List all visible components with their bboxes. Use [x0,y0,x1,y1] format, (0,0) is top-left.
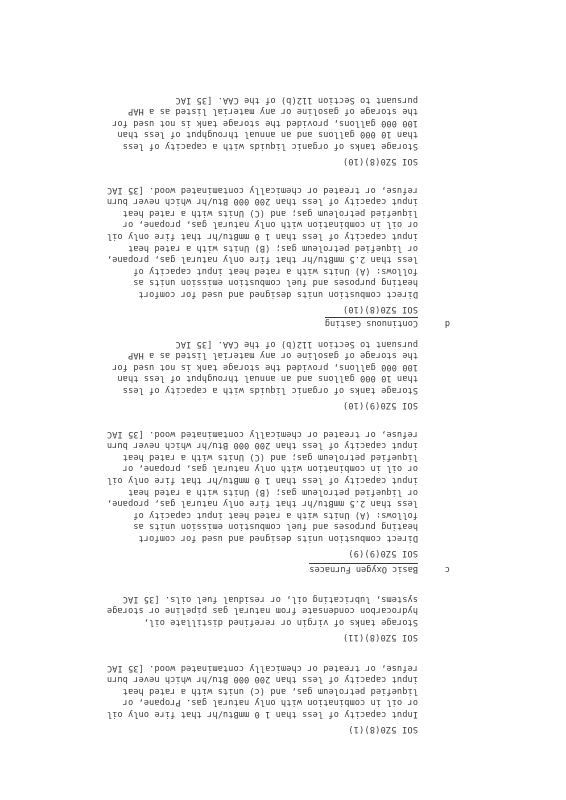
subsection-paragraph [106,183,418,299]
paragraph-line: input capacity of less than 200 000 Btu/hr which never burn [106,440,418,451]
paragraph-line: Storage tanks of organic liquids with a capacity of less [122,141,418,151]
paragraph-line: Storage tanks of virgin or rerefined distillate oil, [143,617,418,627]
subsection-paragraph [112,93,418,151]
paragraph-line: 100 000 gallons, provided the storage tank is not used for [112,117,418,128]
heading-text: Continuous Casting [324,318,418,328]
paragraph-line: than 10 000 gallons and an annual throughput of less than [117,373,418,384]
heading-text: Basic Oxygen Furnaces [309,564,418,574]
paragraph-line: follows: (A) Units with a rated heat input capacity of [133,509,418,520]
paragraph-line: input capacity of less than 1 0 mmBtu/hr that fire only oil [106,475,418,486]
paragraph-line: 100 000 gallons, provided the storage tank is not used for [112,361,418,372]
paragraph-line: Direct combustion units designed and used for comfort [138,289,418,299]
subsection-citation: SOI 5Z0(9)(9) [348,548,418,558]
paragraph-line: systems, lubricating oil, or residual fuel oils. [35 IAC [122,593,418,604]
paragraph-line: or oil in combination with only natural gas, propane, or [122,219,418,230]
subsection-paragraph [106,427,418,543]
subsection-4 [112,337,418,410]
heading-number: d [444,318,450,328]
paragraph-line: or liquefied petroleum gas; (B) Units with a rated heat [127,242,418,253]
paragraph-line: input capacity of less than 1 0 mmBtu/hr that fire only oil [106,231,418,242]
paragraph-line: liquefied petroleum gas; and (C) Units with a rated heat [122,207,418,218]
paragraph-line: or oil in combination with only natural gas. Propane, or [122,697,418,708]
paragraph-line: the storage of gasoline or any material listed as a HAP [127,106,418,117]
subsection-1 [106,661,418,734]
paragraph-line: refuse, or treated or chemically contaminated wood. [35 IAC [106,662,418,673]
paragraph-line: refuse, or treated or chemically contaminated wood. [35 IAC [106,184,418,195]
paragraph-line: less than 2.5 mmBtu/hr that fire only natural gas, propane, [106,498,418,509]
subsection-citation: SOI 5Z0(9)(10) [342,400,418,410]
paragraph-line: heating purposes and fuel combustion emission units as [133,521,418,532]
subsection-paragraph [106,661,418,719]
subsection-paragraph [106,592,418,627]
paragraph-line: Input capacity of less than 1 0 mmBtu/hr that fire only oil [106,709,418,719]
heading-number: c [444,564,450,574]
paragraph-line: Direct combustion units designed and used for comfort [138,533,418,543]
subsection-paragraph [112,337,418,395]
paragraph-line: follows: (A) Units with a rated heat input capacity of [133,265,418,276]
paragraph-line: Storage tanks of organic liquids with a capacity of less [122,385,418,395]
subsection-2 [106,592,418,642]
paragraph-line: pursuant to Section 112(b) of the CAA. [35 IAC [175,338,418,349]
paragraph-line: refuse, or treated or chemically contaminated wood. [35 IAC [106,428,418,439]
paragraph-line: input capacity of less than 200 000 Btu/hr which never burn [106,196,418,207]
subsection-citation: SOI 5Z0(8)(10) [342,304,418,314]
subsection-5 [106,183,418,314]
paragraph-line: hydrocarbon condensate from natural gas pipeline or storage [106,605,418,616]
paragraph-line: the storage of gasoline or any material listed as a HAP [127,350,418,361]
paragraph-line: heating purposes and fuel combustion emission units as [133,277,418,288]
paragraph-line: less than 2.5 mmBtu/hr that fire only natural gas, propane, [106,254,418,265]
paragraph-line: or liquefied petroleum gas; (B) Units with a rated heat [127,486,418,497]
subsection-citation: SOI 5Z0(8)(11) [342,632,418,642]
subsection-6 [112,93,418,166]
paragraph-line: liquefied petroleum gas, and (c) units with a rated heat [122,685,418,696]
paragraph-line: than 10 000 gallons and an annual throughput of less than [117,129,418,140]
paragraph-line: liquefied petroleum gas; and (C) Units with a rated heat [122,451,418,462]
paragraph-line: or oil in combination with only natural gas, propane, or [122,463,418,474]
paragraph-line: pursuant to Section 112(b) of the CAA. [35 IAC [175,94,418,105]
subsection-citation: SOI 5Z0(8)(1) [348,724,418,734]
subsection-3 [106,427,418,558]
subsection-citation: SOI 5Z0(8)(10) [342,156,418,166]
paragraph-line: input capacity of less than 200 000 Btu/hr which never burn [106,674,418,685]
